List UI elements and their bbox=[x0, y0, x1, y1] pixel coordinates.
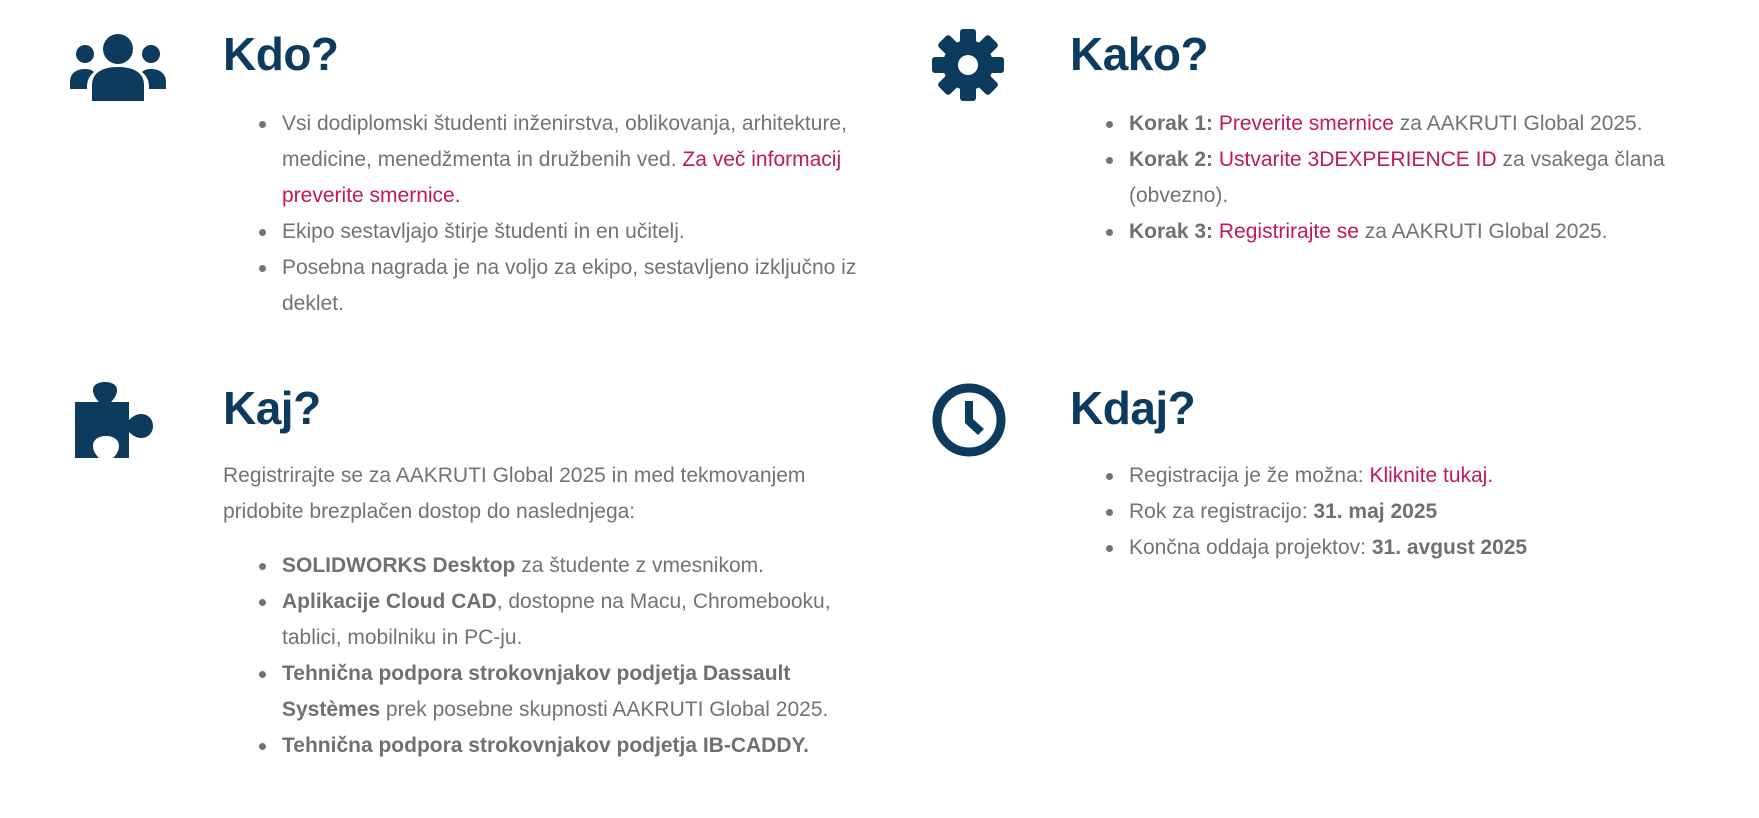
list-item bbox=[1070, 530, 1750, 566]
list-item bbox=[1070, 142, 1750, 214]
step3-rest: za AAKRUTI Global 2025. bbox=[1364, 220, 1608, 243]
kaj-item3-rest: prek posebne skupnosti AAKRUTI Global 2025. bbox=[385, 698, 829, 721]
kdaj-item1-text: Registracija je že možna: bbox=[1129, 464, 1364, 487]
submission-deadline: 31. avgust 2025 bbox=[1371, 536, 1528, 559]
step1-label: Korak 1: bbox=[1129, 112, 1214, 135]
kaj-item2-bold: Aplikacije Cloud CAD bbox=[282, 590, 497, 613]
list-item bbox=[1070, 106, 1750, 142]
click-here-link[interactable]: Kliknite tukaj. bbox=[1369, 464, 1494, 487]
step2-label: Korak 2: bbox=[1129, 148, 1214, 171]
users-icon bbox=[70, 33, 166, 101]
list-item bbox=[223, 214, 883, 250]
list-item bbox=[1070, 214, 1750, 250]
step1-rest: za AAKRUTI Global 2025. bbox=[1399, 112, 1643, 135]
register-link[interactable]: Registrirajte se bbox=[1218, 220, 1359, 243]
kaj-item3-bold: Tehnična podpora strokovnjakov podjetja Dassault Systèmes bbox=[282, 662, 791, 721]
list-item bbox=[223, 250, 883, 322]
kdo-item3-text: Posebna nagrada je na voljo za ekipo, sestavljeno izključno iz deklet. bbox=[282, 256, 857, 315]
create-3dexperience-id-link[interactable]: Ustvarite 3DEXPERIENCE ID bbox=[1218, 148, 1497, 171]
kaj-list bbox=[223, 548, 883, 764]
kdo-item2-text: Ekipo sestavljajo štirje študenti in en učitelj. bbox=[282, 220, 685, 243]
kdo-list bbox=[223, 106, 883, 322]
kako-list bbox=[1070, 106, 1750, 250]
kaj-item4-bold: Tehnična podpora strokovnjakov podjetja IB-CADDY. bbox=[282, 734, 810, 757]
step3-label: Korak 3: bbox=[1129, 220, 1214, 243]
registration-deadline: 31. maj 2025 bbox=[1313, 500, 1438, 523]
list-item bbox=[223, 584, 883, 656]
kaj-intro: Registrirajte se za AAKRUTI Global 2025 in med tekmovanjem pridobite brezplačen dostop do naslednjega: bbox=[223, 464, 806, 523]
list-item bbox=[1070, 458, 1750, 494]
kaj-item1-rest: za študente z vmesnikom. bbox=[521, 554, 764, 577]
list-item bbox=[223, 106, 883, 214]
step2-rest: za vsakega člana (obvezno). bbox=[1129, 148, 1665, 207]
kdaj-item3-text: Končna oddaja projektov: bbox=[1129, 536, 1366, 559]
kdo-title: Kdo? bbox=[223, 28, 339, 80]
puzzle-icon bbox=[75, 382, 161, 458]
gear-icon bbox=[932, 29, 1004, 101]
kaj-item1-bold: SOLIDWORKS Desktop bbox=[282, 554, 516, 577]
guidelines-link[interactable]: Za več informacij preverite smernice. bbox=[282, 148, 842, 207]
kako-title: Kako? bbox=[1070, 28, 1209, 80]
kaj-title: Kaj? bbox=[223, 382, 321, 434]
clock-icon bbox=[932, 383, 1006, 457]
list-item bbox=[223, 728, 883, 764]
list-item bbox=[223, 656, 883, 728]
kaj-item2-rest: , dostopne na Macu, Chromebooku, tablici, mobilniku in PC-ju. bbox=[282, 590, 831, 649]
kdaj-title: Kdaj? bbox=[1070, 382, 1196, 434]
list-item bbox=[223, 548, 883, 584]
list-item bbox=[1070, 494, 1750, 530]
check-guidelines-link[interactable]: Preverite smernice bbox=[1218, 112, 1394, 135]
kdaj-list bbox=[1070, 458, 1750, 566]
kdo-item1-text: Vsi dodiplomski študenti inženirstva, oblikovanja, arhitekture, medicine, menedžmenta in družbenih ved. bbox=[282, 112, 847, 171]
kdaj-item2-text: Rok za registracijo: bbox=[1129, 500, 1308, 523]
